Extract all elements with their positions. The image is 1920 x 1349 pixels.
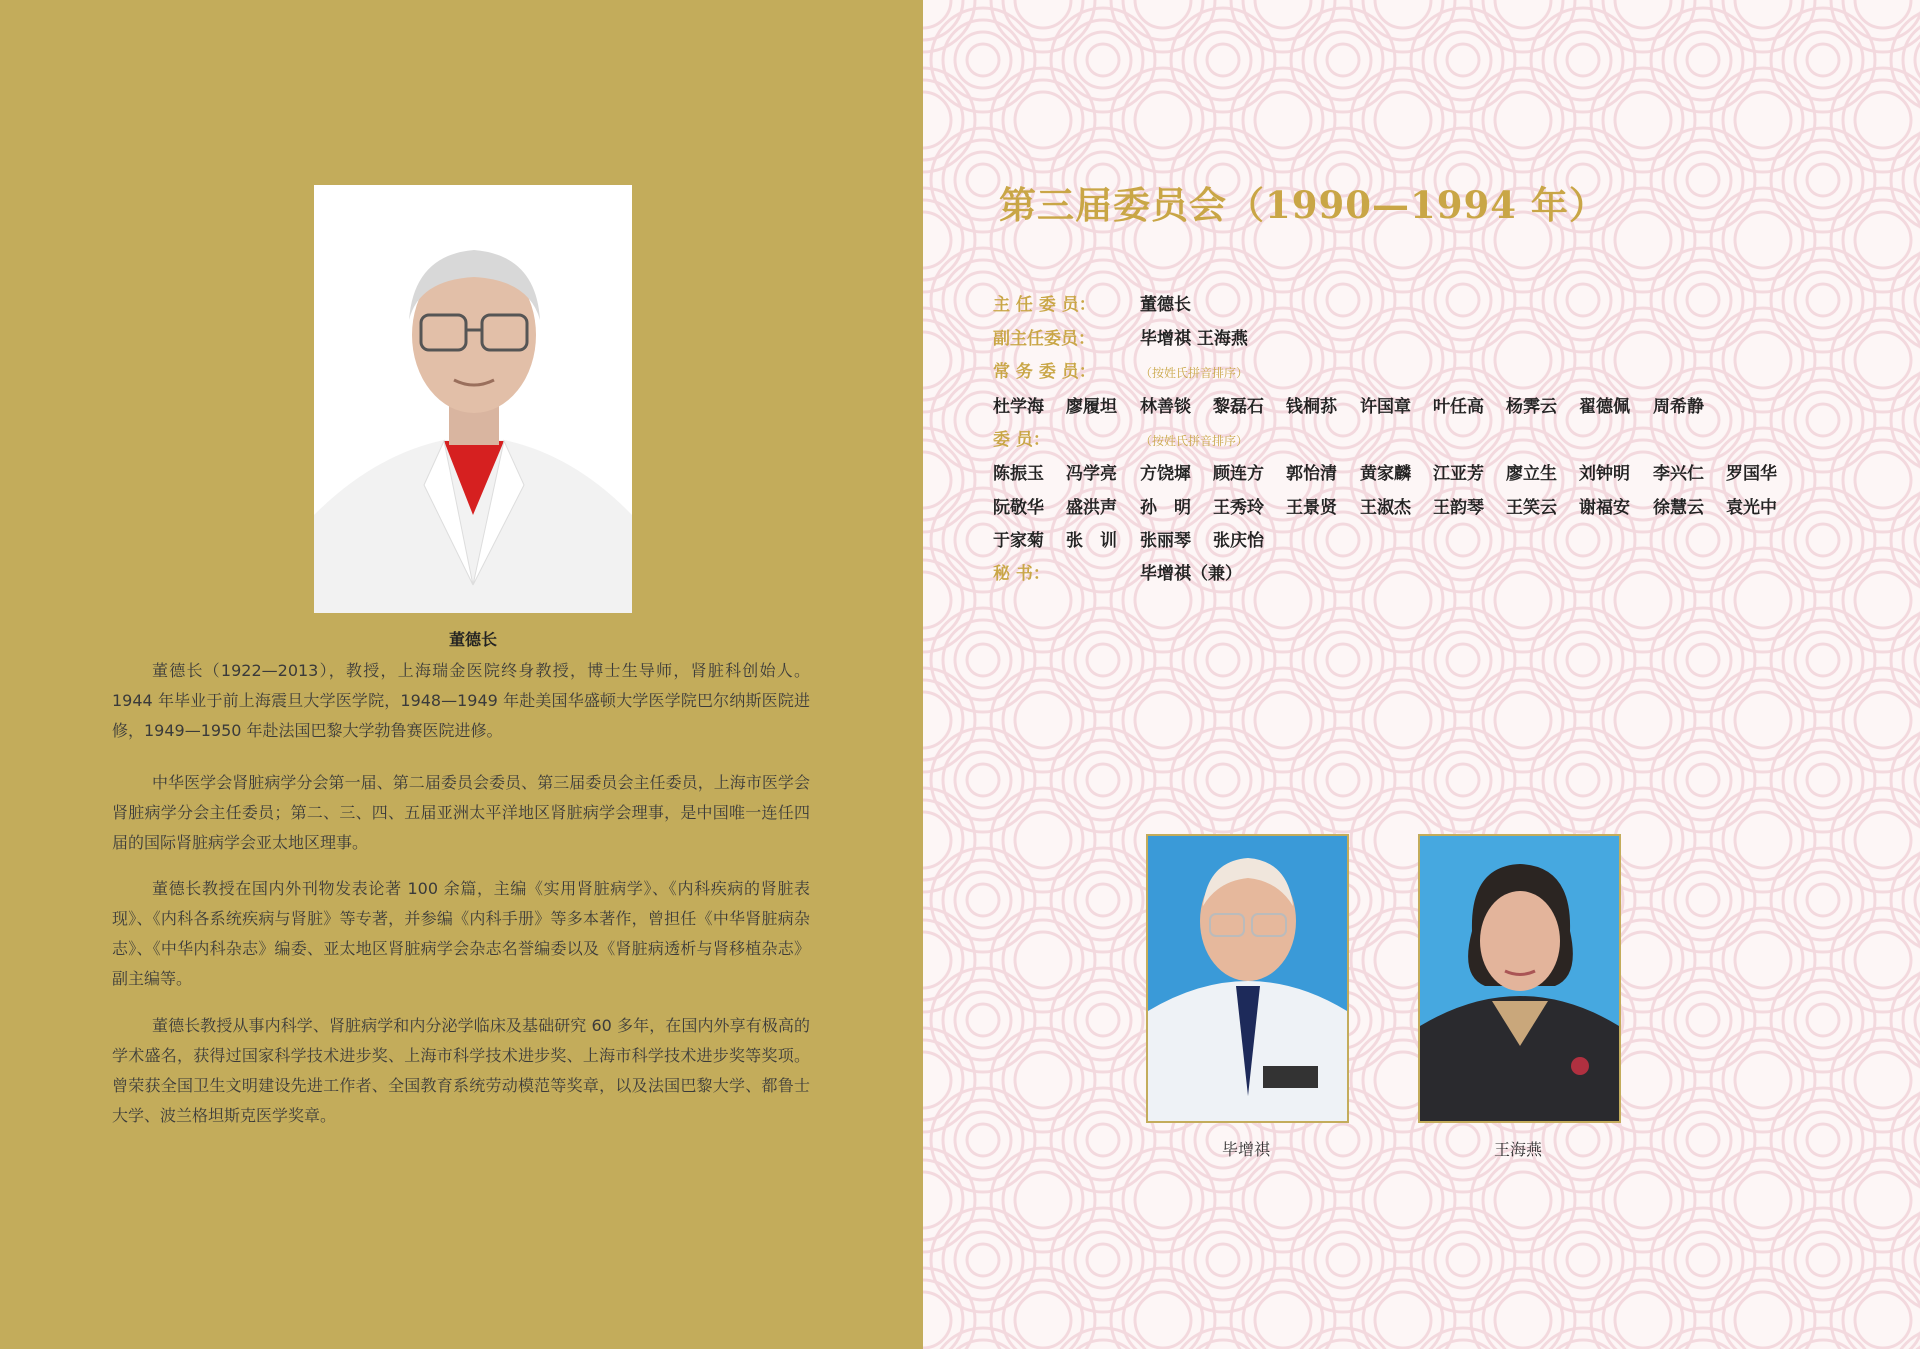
standing-member-name: 周希静 xyxy=(1653,397,1704,417)
member-name: 王淑杰 xyxy=(1360,498,1411,518)
portrait-image-1 xyxy=(1148,836,1347,1121)
portrait-caption-1: 毕增祺 xyxy=(1221,1140,1270,1159)
member-name: 李兴仁 xyxy=(1653,464,1704,484)
member-name: 郭怡清 xyxy=(1286,464,1337,484)
portrait-image-main xyxy=(314,185,632,613)
portrait-photo-2 xyxy=(1418,834,1621,1123)
standing-label: 常 务 委 员： xyxy=(993,362,1096,382)
member-name: 冯学亮 xyxy=(1066,464,1117,484)
bio-paragraph-2: 中华医学会肾脏病学分会第一届、第二届委员会委员、第三届委员会主任委员，上海市医学会肾脏病学分会主任委员；第二、三、四、五届亚洲太平洋地区肾脏病学会理事，是中国唯一连任四届的国际肾脏病学会亚太地区理事。 xyxy=(112,773,810,852)
member-name: 谢福安 xyxy=(1579,498,1630,518)
left-page xyxy=(0,0,923,1349)
member-name: 王秀玲 xyxy=(1213,498,1264,518)
standing-member-name: 杜学海 xyxy=(993,397,1044,417)
member-name: 孙 明 xyxy=(1140,498,1191,518)
member-name: 张丽琴 xyxy=(1140,531,1191,551)
standing-member-name: 杨霁云 xyxy=(1506,397,1557,417)
standing-member-name: 翟德佩 xyxy=(1579,397,1630,417)
chair-names: 董德长 xyxy=(1140,295,1191,315)
member-name: 徐慧云 xyxy=(1653,498,1704,518)
member-name: 顾连方 xyxy=(1213,464,1264,484)
member-name: 张庆怡 xyxy=(1213,531,1264,551)
standing-member-name: 黎磊石 xyxy=(1213,397,1264,417)
member-name: 陈振玉 xyxy=(993,464,1044,484)
member-name: 袁光中 xyxy=(1726,498,1777,518)
committee-title: 第三届委员会（1990—1994 年） xyxy=(999,183,1607,227)
member-name: 于家菊 xyxy=(993,531,1044,551)
member-name: 罗国华 xyxy=(1726,464,1777,484)
bio-paragraph-3: 董德长教授在国内外刊物发表论著 100 余篇，主编《实用肾脏病学》、《内科疾病的肾脏表现》、《内科各系统疾病与肾脏》等专著，并参编《内科手册》等多本著作，曾担任《中华肾脏病杂志》、《中华内科杂志》编委、亚太地区肾脏病学会杂志名誉编委以及《肾脏病透析与肾移植杂志》副主编等。 xyxy=(112,879,810,988)
members-sort-note: （按姓氏拼音排序） xyxy=(1140,434,1249,448)
portrait-caption-main: 董德长 xyxy=(448,630,497,649)
chair-label: 主 任 委 员： xyxy=(993,295,1096,315)
portrait-caption-2: 王海燕 xyxy=(1493,1140,1542,1159)
bio-paragraph-4: 董德长教授从事内科学、肾脏病学和内分泌学临床及基础研究 60 多年，在国内外享有极高的学术盛名，获得过国家科学技术进步奖、上海市科学技术进步奖、上海市科学技术进步奖等奖项。曾荣获全国卫生文明建设先进工作者、全国教育系统劳动模范等奖章，以及法国巴黎大学、都鲁士大学、波兰格坦斯克医学奖章。 xyxy=(112,1016,810,1125)
standing-sort-note: （按姓氏拼音排序） xyxy=(1140,366,1249,380)
vice-chair-label: 副主任委员： xyxy=(993,329,1095,349)
member-name: 黄家麟 xyxy=(1360,464,1411,484)
member-name: 王笑云 xyxy=(1506,498,1557,518)
vice-chair-names: 毕增祺 王海燕 xyxy=(1140,329,1248,349)
standing-member-name: 廖履坦 xyxy=(1066,397,1117,417)
member-name: 江亚芳 xyxy=(1433,464,1484,484)
member-name: 刘钟明 xyxy=(1579,464,1630,484)
member-name: 阮敬华 xyxy=(993,498,1044,518)
standing-member-name: 钱桐荪 xyxy=(1286,397,1337,417)
member-name: 方饶墀 xyxy=(1140,464,1191,484)
portrait-photo-1 xyxy=(1146,834,1349,1123)
member-name: 廖立生 xyxy=(1506,464,1557,484)
member-name: 张 训 xyxy=(1066,531,1117,551)
members-label: 委 员： xyxy=(993,430,1050,450)
member-name: 王韵琴 xyxy=(1433,498,1484,518)
standing-member-name: 林善锬 xyxy=(1140,397,1191,417)
member-name: 盛洪声 xyxy=(1066,498,1117,518)
bio-paragraph-1: 董德长（1922—2013），教授，上海瑞金医院终身教授，博士生导师，肾脏科创始人。1944 年毕业于前上海震旦大学医学院，1948—1949 年赴美国华盛顿大学医学院巴尔纳斯医院进修，1949—1950 年赴法国巴黎大学勃鲁赛医院进修。 xyxy=(112,661,810,740)
secretary-label: 秘 书： xyxy=(993,564,1050,584)
standing-member-name: 许国章 xyxy=(1360,397,1411,417)
secretary-names: 毕增祺（兼） xyxy=(1140,564,1242,584)
member-name: 王景贤 xyxy=(1286,498,1337,518)
portrait-image-2 xyxy=(1420,836,1619,1121)
standing-member-name: 叶任高 xyxy=(1433,397,1484,417)
portrait-photo-main xyxy=(314,185,632,613)
